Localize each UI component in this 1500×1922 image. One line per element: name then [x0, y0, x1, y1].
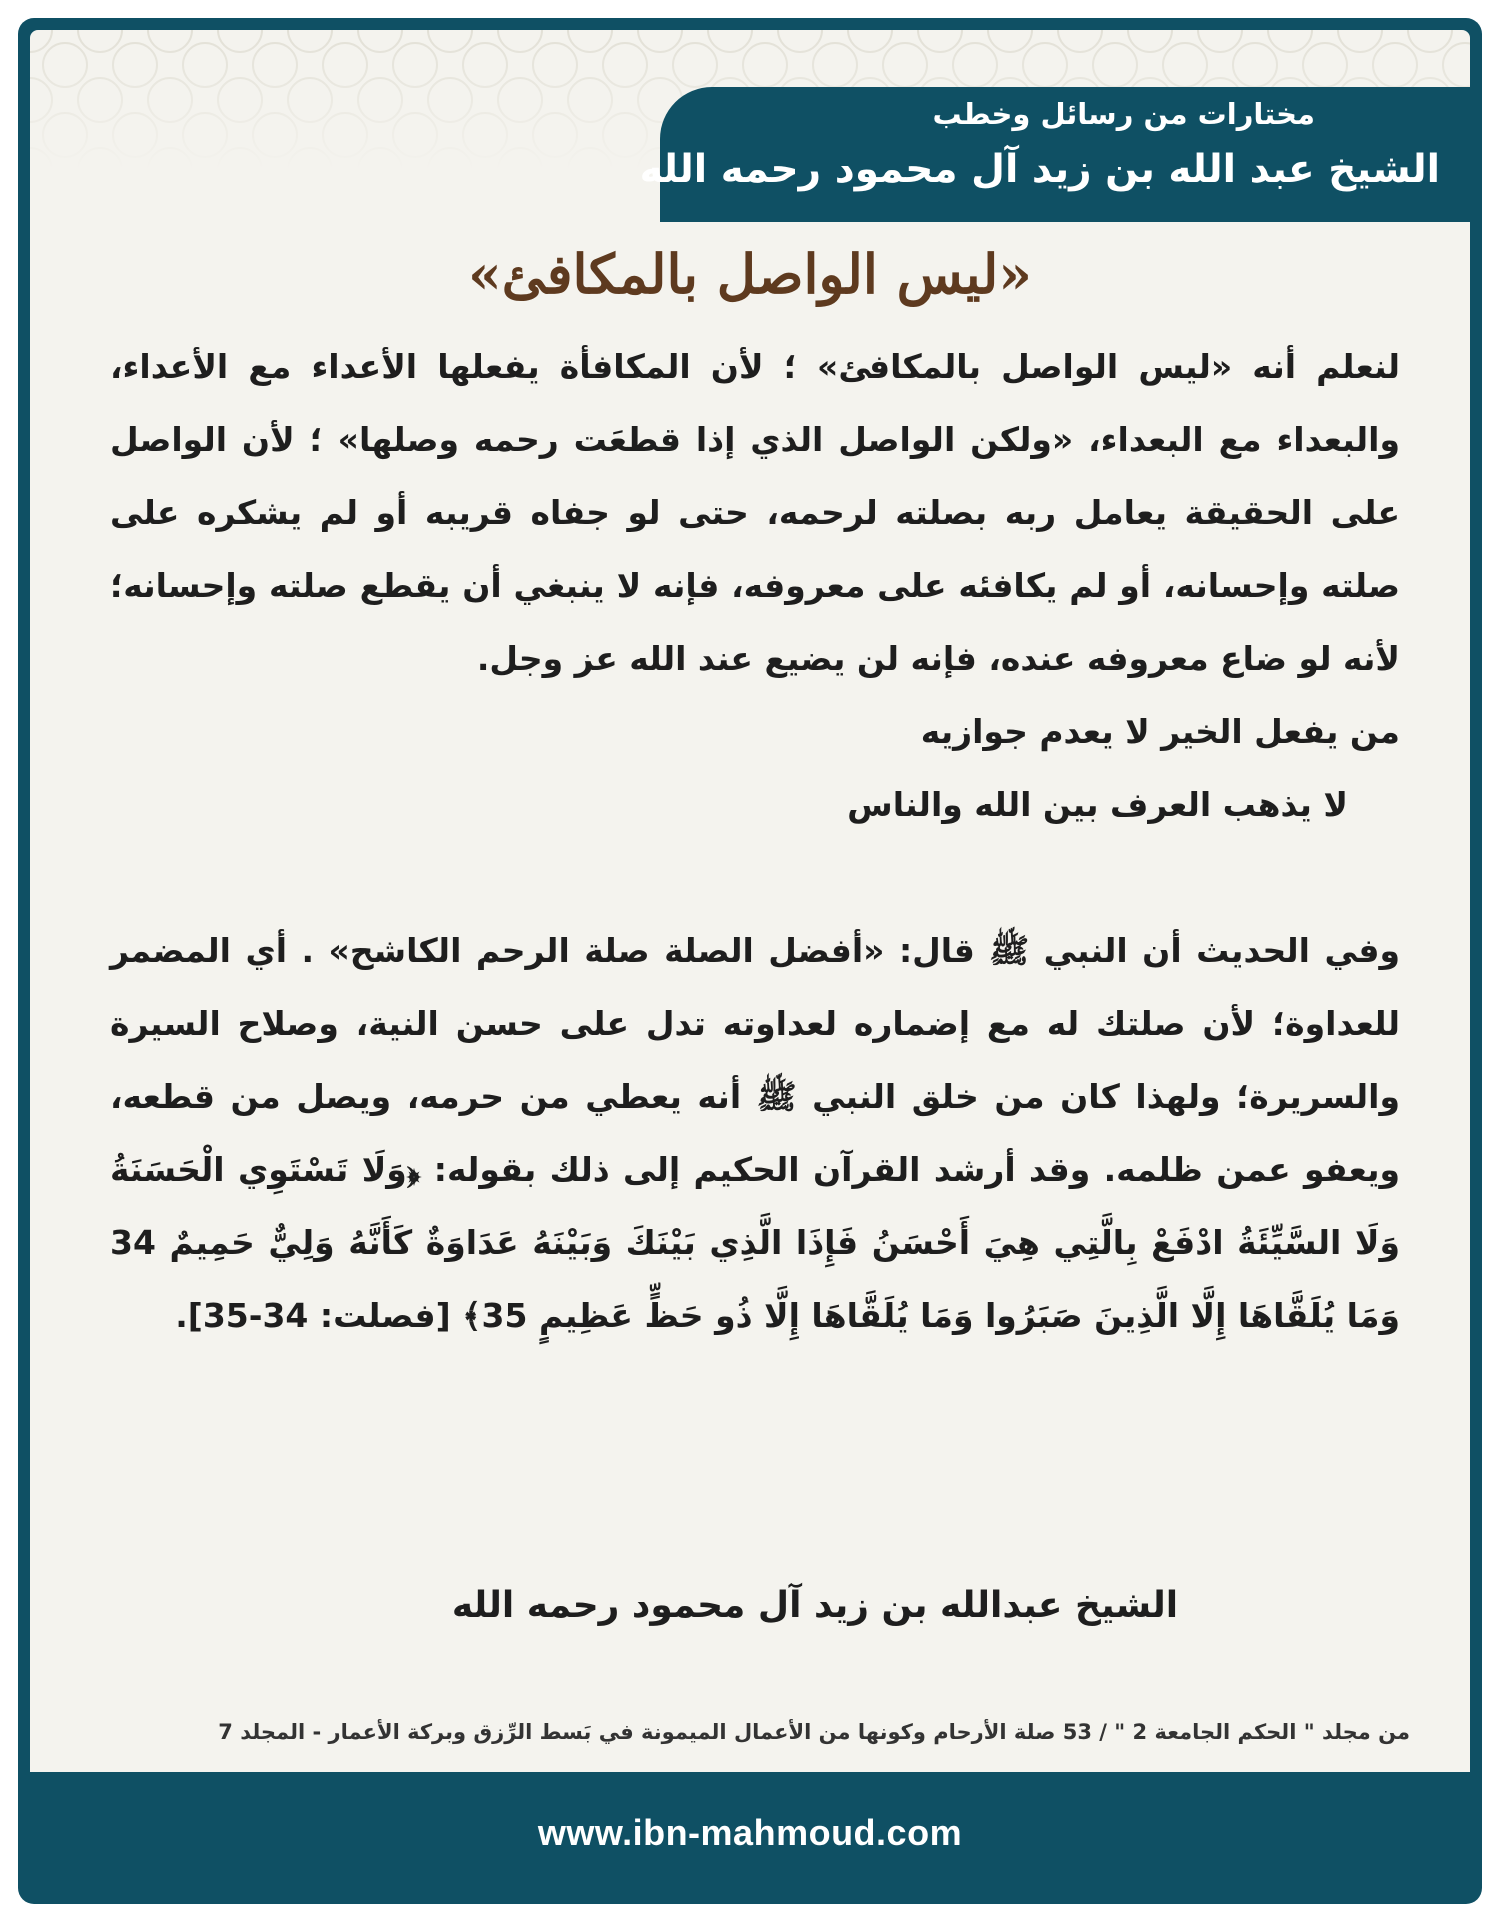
poem-verse-1: من يفعل الخير لا يعدم جوازيه [920, 712, 1400, 751]
header-author: الشيخ عبد الله بن زيد آل محمود رحمه الله [639, 147, 1440, 192]
article-body [110, 330, 1400, 1352]
header-banner [639, 87, 1470, 222]
paragraph-2: وفي الحديث أن النبي ﷺ قال: «أفضل الصلة صلة الرحم الكاشح» . أي المضمر للعداوة؛ لأن صلتك له مع إضماره لعداوته تدل على حسن النية، وصلاح السيرة والسريرة؛ ولهذا كان من خلق النبي ﷺ أنه يعطي من حرمه، ويصل من قطعه، ويعفو عمن ظلمه. وقد أرشد القرآن الحكيم إلى ذلك بقوله: ﴿وَلَا تَسْتَوِي الْحَسَنَةُ وَلَا السَّيِّئَةُ ادْفَعْ بِالَّتِي هِيَ أَحْسَنُ فَإِذَا الَّذِي بَيْنَكَ وَبَيْنَهُ عَدَاوَةٌ كَأَنَّهُ وَلِيٌّ حَمِيمٌ 34 وَمَا يُلَقَّاهَا إِلَّا الَّذِينَ صَبَرُوا وَمَا يُلَقَّاهَا إِلَّا ذُو حَظٍّ عَظِيمٍ 35﴾ [فصلت: 34-35]. [110, 931, 1400, 1335]
poem-verse-2: لا يذهب العرف بين الله والناس [847, 785, 1348, 824]
spacer [110, 841, 1400, 914]
paragraph-1: لنعلم أنه «ليس الواصل بالمكافئ» ؛ لأن المكافأة يفعلها الأعداء مع الأعداء، والبعداء مع البعداء، «ولكن الواصل الذي إذا قطعَت رحمه وصلها» ؛ لأن الواصل على الحقيقة يعامل ربه بصلته لرحمه، حتى لو جفاه قريبه أو لم يشكره على صلته وإحسانه، أو لم يكافئه على معروفه، فإنه لا ينبغي أن يقطع صلته وإحسانه؛ لأنه لو ضاع معروفه عنده، فإنه لن يضيع عند الله عز وجل. [110, 347, 1400, 678]
website-link[interactable]: www.ibn-mahmoud.com [537, 1812, 963, 1853]
content-panel [30, 30, 1470, 1840]
header-subtitle: مختارات من رسائل وخطب [932, 97, 1315, 131]
page-title: «ليس الواصل بالمكافئ» [467, 242, 1033, 306]
signature: الشيخ عبدالله بن زيد آل محمود رحمه الله [451, 1585, 1179, 1626]
source-citation: من مجلد " الحكم الجامعة 2 " / 53 صلة الأرحام وكونها من الأعمال الميمونة في بَسط الرِّزق وبركة الأعمار - المجلد 7 [218, 1720, 1410, 1744]
